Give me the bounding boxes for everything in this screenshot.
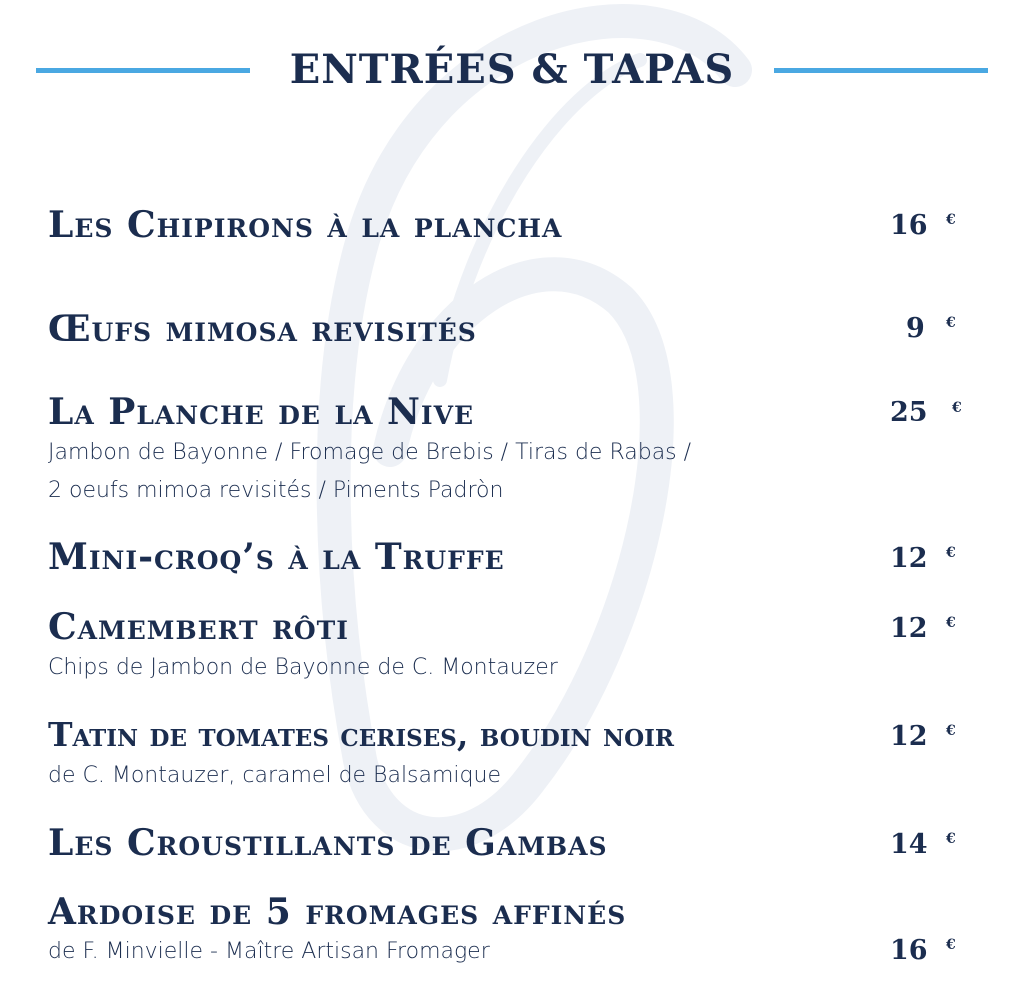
menu-item-description: de C. Montauzer, caramel de Balsamique — [48, 763, 501, 788]
menu-item-name: Mini-croq’s à la Truffe — [48, 536, 505, 578]
menu-item-description: Chips de Jambon de Bayonne de C. Montauzer — [48, 655, 558, 680]
euro-symbol: € — [946, 212, 956, 228]
euro-symbol: € — [946, 545, 956, 561]
menu-item-name: Ardoise de 5 fromages affinés — [48, 891, 627, 933]
menu-item-price: 12 — [890, 613, 928, 644]
euro-symbol: € — [946, 831, 956, 847]
menu-item-description: de F. Minvielle - Maître Artisan Fromager — [48, 939, 490, 964]
menu-item-description: 2 oeufs mimoa revisités / Piments Padròn — [48, 478, 504, 503]
header-rule-right — [774, 68, 988, 73]
header-rule-left — [36, 68, 250, 73]
euro-symbol: € — [946, 315, 956, 331]
menu-item-price: 16 — [890, 935, 928, 966]
euro-symbol: € — [946, 723, 956, 739]
menu-item-name: Œufs mimosa revisités — [48, 308, 477, 350]
menu-item-name: Tatin de tomates cerises, boudin noir — [48, 715, 674, 754]
menu-item-name: Les Chipirons à la plancha — [48, 204, 563, 246]
menu-item-price: 14 — [890, 829, 928, 860]
euro-symbol: € — [946, 615, 956, 631]
section-title: ENTRÉES & TAPAS — [289, 46, 735, 93]
menu-item-price: 12 — [890, 721, 928, 752]
menu-item-price: 16 — [890, 210, 928, 241]
menu-item-name: Camembert rôti — [48, 606, 349, 648]
menu-item-description: Jambon de Bayonne / Fromage de Brebis / Tiras de Rabas / — [48, 440, 692, 465]
euro-symbol: € — [946, 937, 956, 953]
euro-symbol: € — [952, 400, 962, 416]
menu-item-name: La Planche de la Nive — [48, 391, 475, 433]
menu-item-name: Les Croustillants de Gambas — [48, 822, 608, 864]
menu-item-price: 12 — [890, 543, 928, 574]
menu-item-price: 25 — [890, 397, 928, 428]
menu-item-price: 9 — [906, 313, 925, 344]
